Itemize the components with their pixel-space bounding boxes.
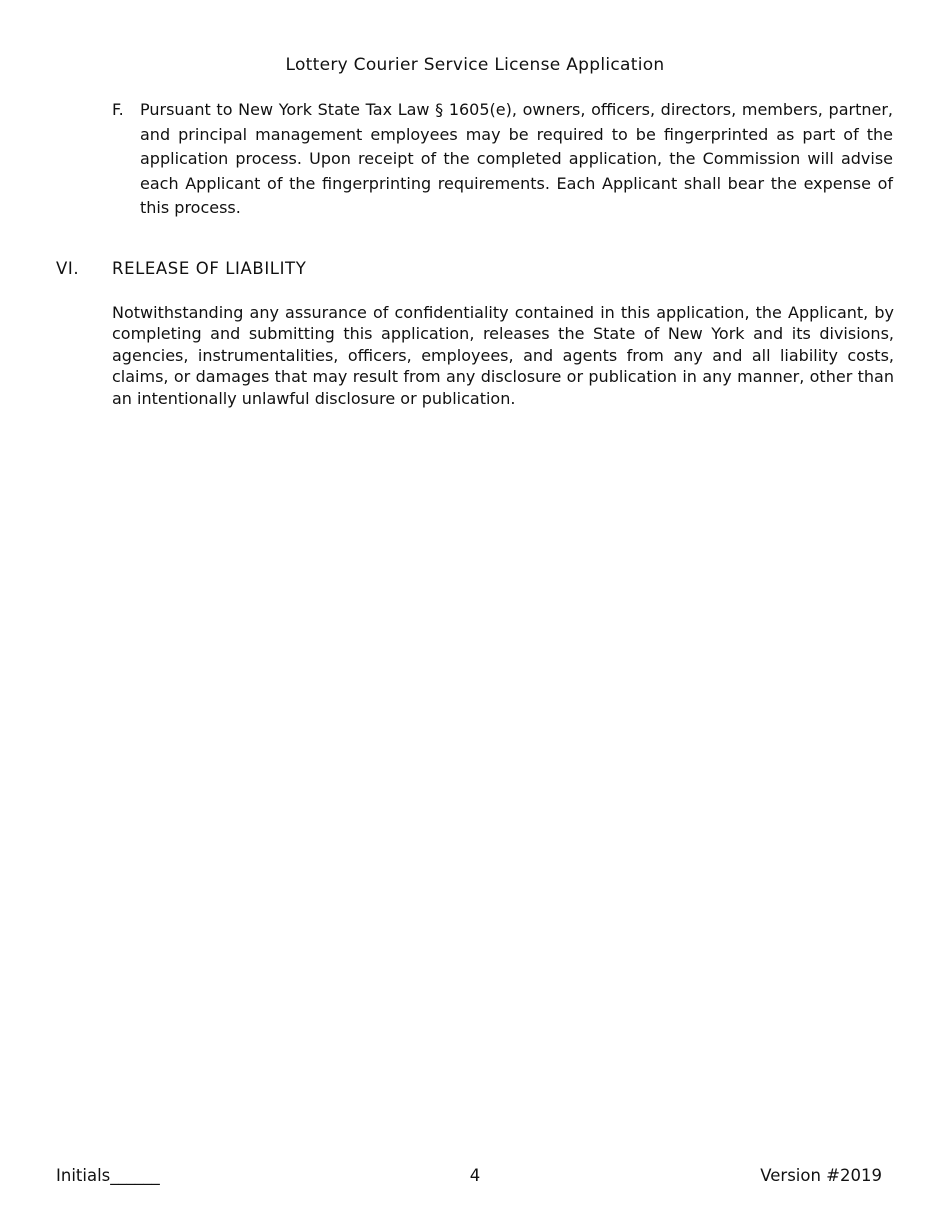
page-title: Lottery Courier Service License Application — [285, 55, 665, 75]
list-item-marker: F. — [112, 100, 124, 119]
section-body-paragraph: Notwithstanding any assurance of confidentiality contained in this application, the Applicant, by completing and submitting this application, releases the State of New York and its divisions, agencies, instrumentalities, officers, employees, and agents from any and all liability costs, claims, or damages that may result from any disclosure or publication in any manner, other than an intentionally unlawful disclosure or publication. — [112, 303, 894, 408]
list-item-f — [112, 98, 893, 221]
version-label: Version #2019 — [760, 1166, 882, 1185]
section-title: RELEASE OF LIABILITY — [112, 259, 307, 278]
section-number: VI. — [56, 259, 80, 278]
initials-field: Initials______ — [56, 1166, 160, 1185]
page-number: 4 — [469, 1166, 481, 1185]
section-heading — [56, 259, 896, 278]
list-item-text: Pursuant to New York State Tax Law § 1605(e), owners, officers, directors, members, partner, and principal management employees may be required to be fingerprinted as part of the application process. Upon receipt of the completed application, the Commission will advise each Applicant of the fingerprinting requirements. Each Applicant shall bear the expense of this process. — [140, 100, 893, 218]
